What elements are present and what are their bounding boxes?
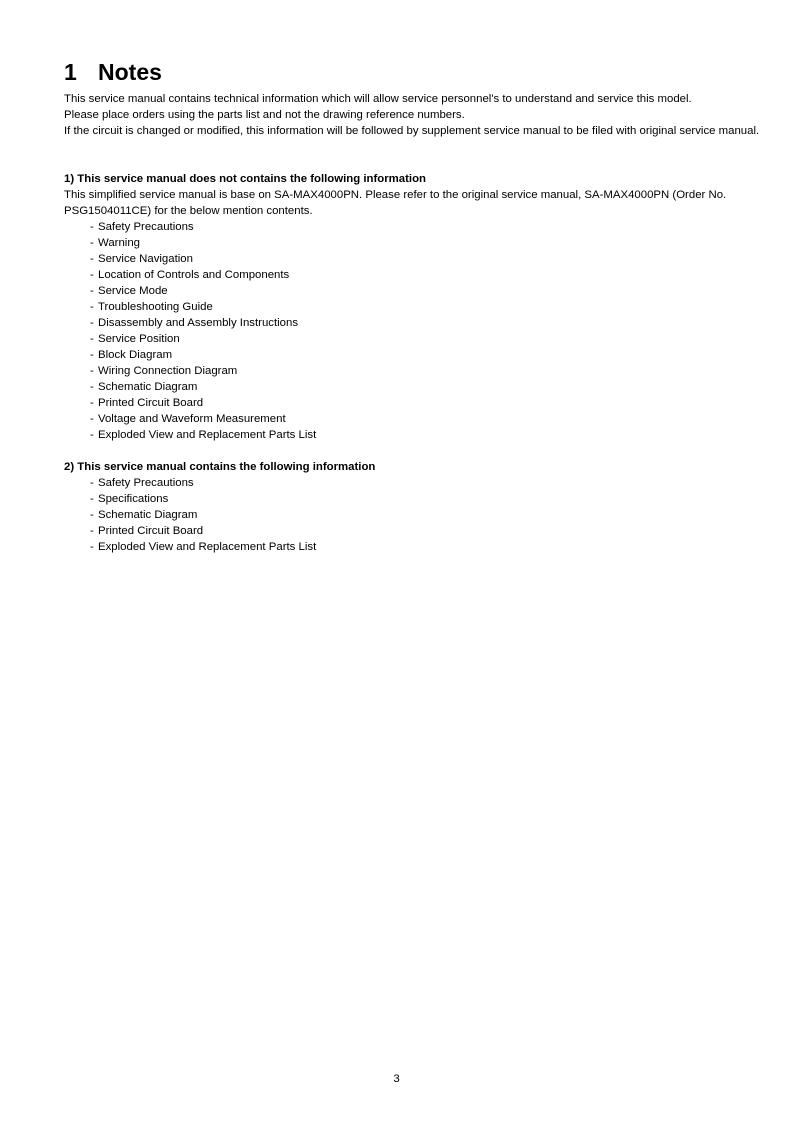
list-item: - Schematic Diagram bbox=[90, 381, 198, 393]
intro-line-2: Please place orders using the parts list and not the drawing reference numbers. bbox=[64, 109, 465, 121]
list-item: - Disassembly and Assembly Instructions bbox=[90, 317, 299, 329]
list-item: - Service Navigation bbox=[90, 253, 193, 265]
list-item: - Service Position bbox=[90, 333, 180, 345]
list-item: - Location of Controls and Components bbox=[90, 269, 290, 281]
list-item: - Printed Circuit Board bbox=[90, 397, 204, 409]
section-title: Notes bbox=[98, 59, 162, 85]
list-item: - Safety Precautions bbox=[90, 477, 194, 489]
list-item: - Wiring Connection Diagram bbox=[90, 365, 238, 377]
list-item: - Block Diagram bbox=[90, 349, 173, 361]
part1-heading: 1) This service manual does not contains the following information bbox=[64, 173, 427, 185]
list-item: - Troubleshooting Guide bbox=[90, 301, 213, 313]
part2-heading: 2) This service manual contains the following information bbox=[64, 461, 376, 473]
part2-list bbox=[90, 475, 316, 555]
intro-paragraph bbox=[64, 91, 764, 139]
part1-list bbox=[90, 219, 316, 443]
section-heading bbox=[64, 58, 162, 86]
list-item: - Schematic Diagram bbox=[90, 509, 198, 521]
intro-line-1: This service manual contains technical information which will allow service personnel's to understand and service this model. bbox=[64, 93, 692, 105]
page-number: 3 bbox=[393, 1073, 400, 1085]
list-item: - Printed Circuit Board bbox=[90, 525, 204, 537]
list-item: - Voltage and Waveform Measurement bbox=[90, 413, 286, 425]
list-item: - Service Mode bbox=[90, 285, 168, 297]
list-item: - Specifications bbox=[90, 493, 169, 505]
intro-line-3: If the circuit is changed or modified, this information will be followed by supplement service manual to be filed with original service manual. bbox=[64, 125, 760, 137]
list-item: - Exploded View and Replacement Parts List bbox=[90, 429, 317, 441]
part1-description: This simplified service manual is base on SA-MAX4000PN. Please refer to the original service manual, SA-MAX4000PN (Order No. PSG1504011CE) for the below mention contents. bbox=[64, 189, 727, 217]
list-item: - Warning bbox=[90, 237, 140, 249]
section-number: 1 bbox=[64, 59, 77, 85]
list-item: - Exploded View and Replacement Parts List bbox=[90, 541, 317, 553]
list-item: - Safety Precautions bbox=[90, 221, 194, 233]
